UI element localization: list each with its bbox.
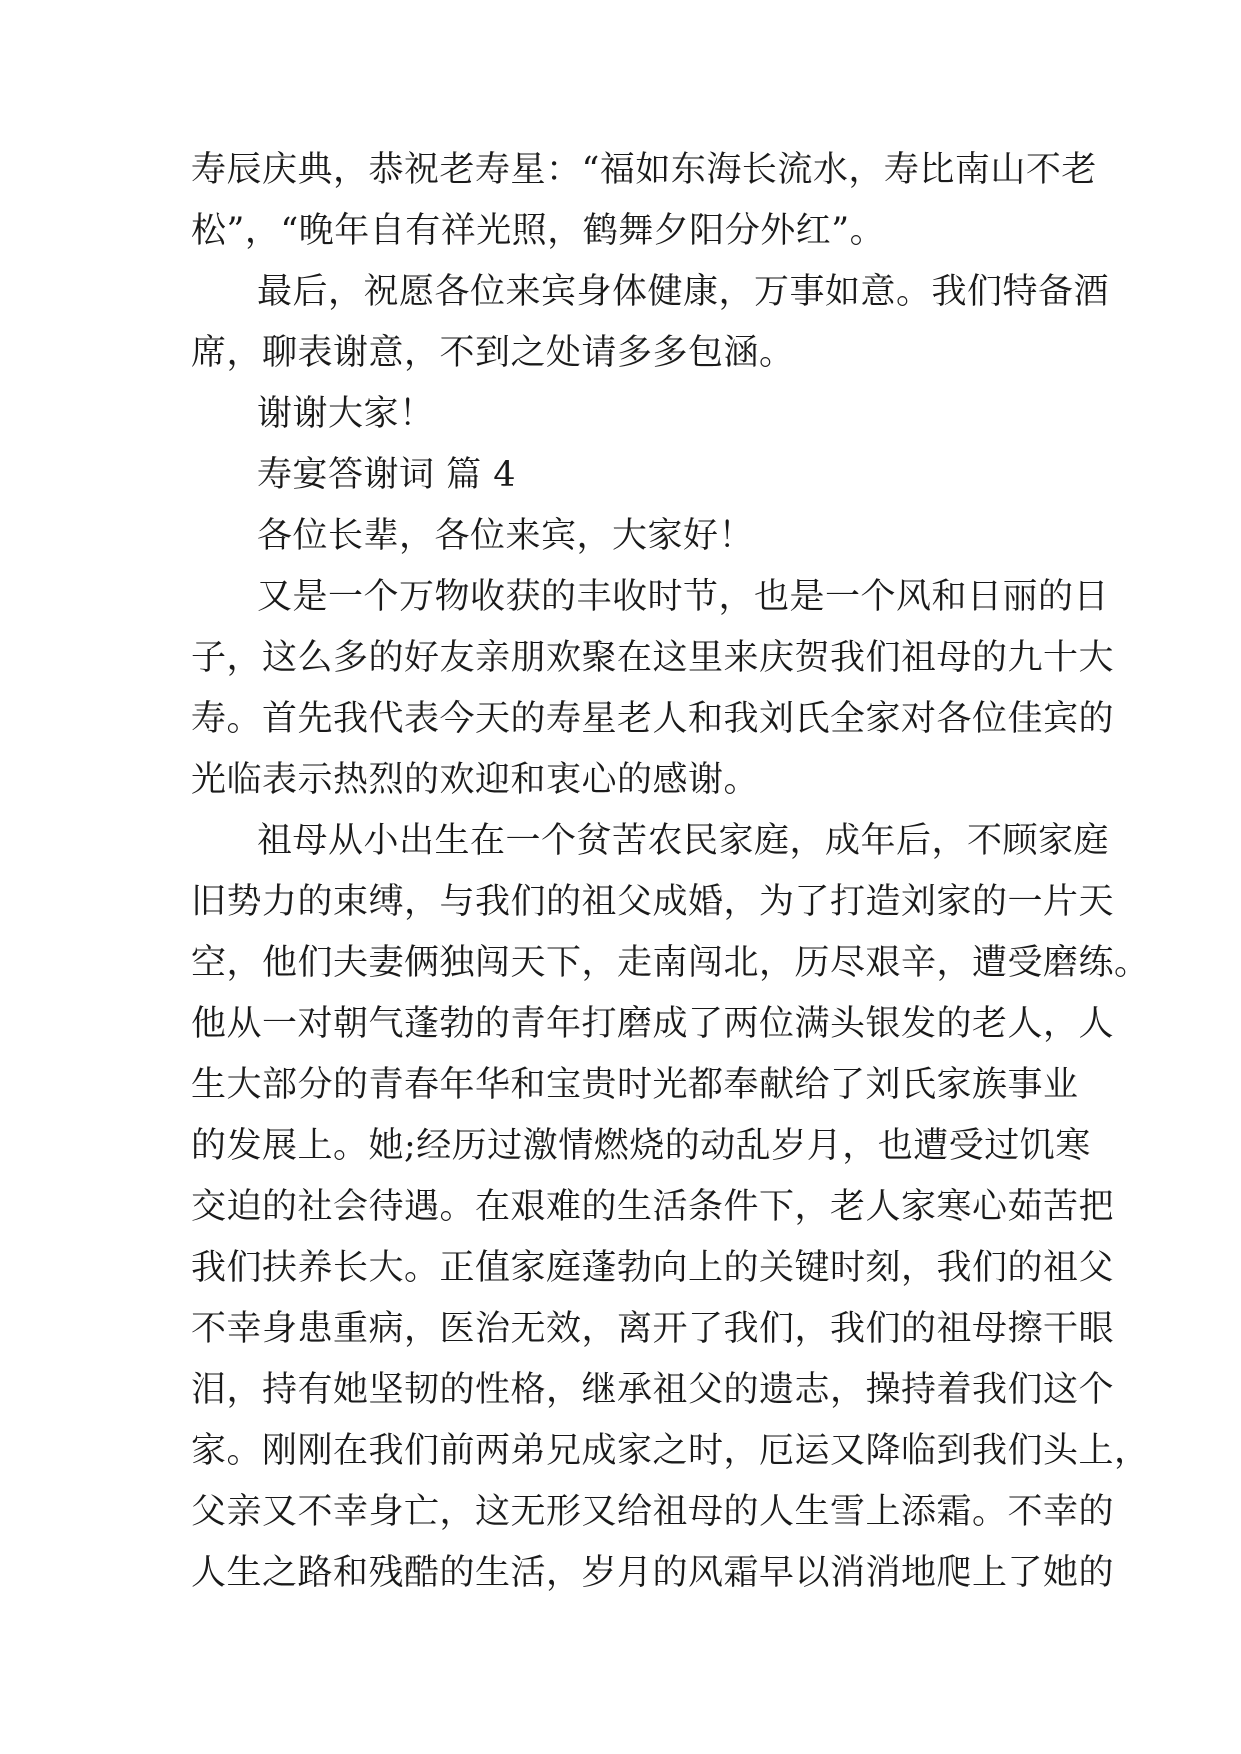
text-line: 旧势力的束缚，与我们的祖父成婚，为了打造刘家的一片天 bbox=[191, 882, 1115, 922]
text-line: 寿辰庆典，恭祝老寿星：“福如东海长流水，寿比南山不老 bbox=[191, 150, 1097, 190]
text-line: 不幸身患重病，医治无效，离开了我们，我们的祖母擦干眼 bbox=[191, 1309, 1115, 1349]
text-line: 家。刚刚在我们前两弟兄成家之时，厄运又降临到我们头上， bbox=[191, 1431, 1150, 1471]
text-line: 交迫的社会待遇。在艰难的生活条件下，老人家寒心茹苦把 bbox=[191, 1187, 1115, 1227]
text-line: 又是一个万物收获的丰收时节，也是一个风和日丽的日 bbox=[257, 577, 1110, 617]
text-line: 人生之路和残酷的生活，岁月的风霜早以消消地爬上了她的 bbox=[191, 1553, 1115, 1593]
text-line: 各位长辈，各位来宾，大家好！ bbox=[257, 516, 755, 556]
text-line: 最后，祝愿各位来宾身体健康，万事如意。我们特备酒 bbox=[257, 272, 1110, 312]
text-line: 寿宴答谢词 篇 4 bbox=[257, 455, 517, 495]
text-line: 寿。首先我代表今天的寿星老人和我刘氏全家对各位佳宾的 bbox=[191, 699, 1115, 739]
text-line: 我们扶养长大。正值家庭蓬勃向上的关键时刻，我们的祖父 bbox=[191, 1248, 1115, 1288]
text-line: 祖母从小出生在一个贫苦农民家庭，成年后，不顾家庭 bbox=[257, 821, 1110, 861]
text-line: 父亲又不幸身亡，这无形又给祖母的人生雪上添霜。不幸的 bbox=[191, 1492, 1115, 1532]
text-line: 空，他们夫妻俩独闯天下，走南闯北，历尽艰辛，遭受磨练。 bbox=[191, 943, 1150, 983]
document-body bbox=[191, 140, 1150, 1604]
text-line: 谢谢大家！ bbox=[257, 394, 435, 434]
text-line: 光临表示热烈的欢迎和衷心的感谢。 bbox=[191, 760, 760, 800]
text-line: 的发展上。她;经历过激情燃烧的动乱岁月，也遭受过饥寒 bbox=[191, 1126, 1091, 1166]
text-line: 子，这么多的好友亲朋欢聚在这里来庆贺我们祖母的九十大 bbox=[191, 638, 1115, 678]
text-line: 泪，持有她坚韧的性格，继承祖父的遗志，操持着我们这个 bbox=[191, 1370, 1115, 1410]
text-line: 松”，“晚年自有祥光照，鹤舞夕阳分外红”。 bbox=[191, 211, 886, 251]
text-line: 他从一对朝气蓬勃的青年打磨成了两位满头银发的老人，人 bbox=[191, 1004, 1115, 1044]
text-line: 席，聊表谢意，不到之处请多多包涵。 bbox=[191, 333, 795, 373]
text-line: 生大部分的青春年华和宝贵时光都奉献给了刘氏家族事业 bbox=[191, 1065, 1079, 1105]
